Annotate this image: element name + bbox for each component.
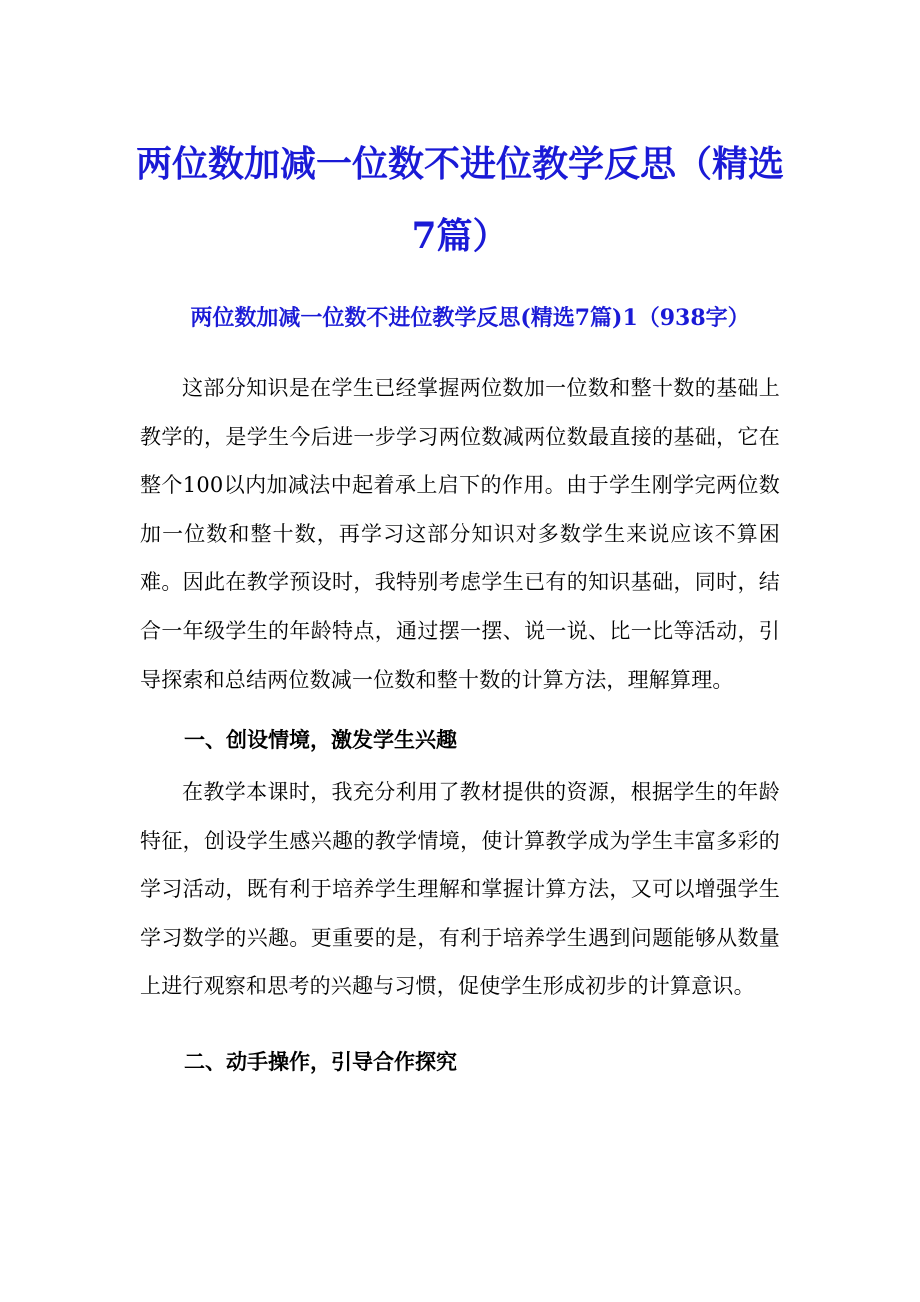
subheading-create-situation: 一、创设情境，激发学生兴趣 <box>184 727 457 752</box>
paragraph-intro: 这部分知识是在学生已经掌握两位数加一位数和整十数的基础上教学的，是学生今后进一步学习两位数减两位数最直接的基础，它在整个100以内加减法中起着承上启下的作用。由于学生刚学完两位数加一位数和整十数，再学习这部分知识对多数学生来说应该不算困难。因此在教学预设时，我特别考虑学生已有的知识基础，同时，结合一年级学生的年龄特点，通过摆一摆、说一说、比一比等活动，引导探索和总结两位数减一位数和整十数的计算方法，理解算理。 <box>140 376 780 692</box>
section-heading: 两位数加减一位数不进位教学反思(精选7篇)1（938字） <box>190 305 750 331</box>
subheading-hands-on: 二、动手操作，引导合作探究 <box>184 1049 457 1074</box>
paragraph-situation: 在教学本课时，我充分利用了教材提供的资源，根据学生的年龄特征，创设学生感兴趣的教学情境，使计算教学成为学生丰富多彩的学习活动，既有利于培养学生理解和掌握计算方法，又可以增强学生学习数学的兴趣。更重要的是，有利于培养学生遇到问题能够从数量上进行观察和思考的兴趣与习惯，促使学生形成初步的计算意识。 <box>140 780 780 999</box>
document-title: 两位数加减一位数不进位教学反思（精选7篇） <box>135 143 784 257</box>
